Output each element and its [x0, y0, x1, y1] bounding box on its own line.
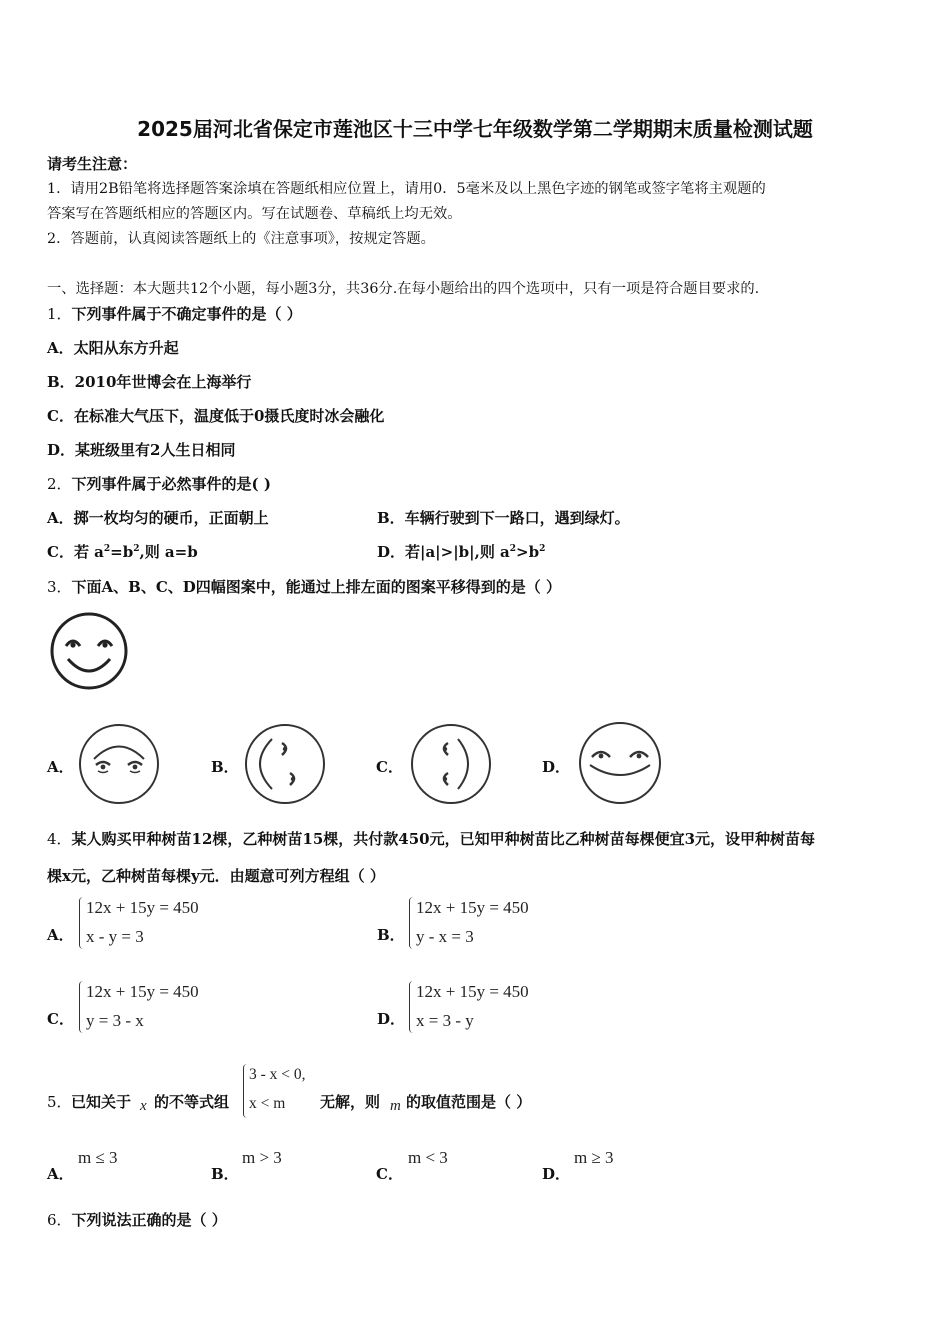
q5-option-c: m < 3 [408, 1148, 448, 1167]
section-heading: 一、选择题：本大题共12个小题，每小题3分，共36分.在每小题给出的四个选项中，只有一项是符合题目要求的. [47, 281, 760, 297]
q4-b-eq1: 12x + 15y = 450 [416, 898, 529, 917]
q2-option-d: D．若|a|>|b|,则 $a^2>b^2$ [377, 543, 546, 561]
q6-number: 6． [47, 1211, 72, 1229]
q4-d-brace [409, 981, 415, 1033]
q4-c-eq2: y = 3 - x [86, 1011, 144, 1030]
q4-a-eq1: 12x + 15y = 450 [86, 898, 199, 917]
q1-option-a: A．太阳从东方升起 [47, 339, 179, 357]
q2-option-c: C．若 $a^2=b^2$,则 a=b [47, 543, 198, 561]
notice-line-1a: 1．请用2B铅笔将选择题答案涂填在答题纸相应位置上，请用0．5毫米及以上黑色字迹的钢笔或签字笔将主观题的 [47, 181, 766, 197]
smiley-option-d-icon [576, 719, 664, 807]
q5-label-c: C． [376, 1165, 403, 1183]
q3-label-d: D． [542, 758, 571, 776]
q4-d-eq2: x = 3 - y [416, 1011, 474, 1030]
q4-b-eq2: y - x = 3 [416, 927, 474, 946]
q5-label-d: D． [542, 1165, 571, 1183]
q2-option-b: B．车辆行驶到下一路口，遇到绿灯。 [377, 509, 630, 527]
q5-label-a: A． [47, 1165, 74, 1183]
q5-var-x: x [140, 1098, 147, 1114]
smiley-reference-icon [48, 610, 130, 692]
q4-stem-line1: 某人购买甲种树苗12棵，乙种树苗15棵，共付款450元，已知甲种树苗比乙种树苗每棵便宜3元，设甲种树苗每 [71, 830, 816, 848]
q1-option-d: D．某班级里有2人生日相同 [47, 441, 236, 459]
q4-d-eq1: 12x + 15y = 450 [416, 982, 529, 1001]
q5-label-b: B． [211, 1165, 239, 1183]
q5-text-pre: 已知关于 [71, 1093, 132, 1111]
q2-stem: 下列事件属于必然事件的是( ) [71, 475, 271, 493]
smiley-option-c-icon [408, 721, 494, 807]
q5-ineq-2: x < m [249, 1095, 286, 1112]
page-title: 2025届河北省保定市莲池区十三中学七年级数学第二学期期末质量检测试题 [137, 117, 813, 141]
q4-c-brace [79, 981, 85, 1033]
q5-text-post2: 的取值范围是（ ） [406, 1093, 532, 1111]
q5-text-post1: 无解，则 [320, 1093, 381, 1111]
q4-number: 4． [47, 830, 72, 848]
q1-number: 1． [47, 305, 72, 323]
notice-heading: 请考生注意： [47, 155, 138, 173]
q4-a-eq2: x - y = 3 [86, 927, 144, 946]
q5-option-b: m > 3 [242, 1148, 282, 1167]
smiley-option-b-icon [242, 721, 328, 807]
q4-label-d: D． [377, 1010, 406, 1028]
q5-option-a: m ≤ 3 [78, 1148, 118, 1167]
notice-line-1b: 答案写在答题纸相应的答题区内。写在试题卷、草稿纸上均无效。 [47, 206, 462, 222]
question-1 [47, 303, 302, 324]
q4-stem-line2: 棵x元，乙种树苗每棵y元．由题意可列方程组（ ） [47, 867, 385, 885]
q2-number: 2． [47, 475, 72, 493]
q3-label-b: B． [211, 758, 239, 776]
q5-text-mid: 的不等式组 [154, 1093, 230, 1111]
q5-number: 5． [47, 1093, 72, 1111]
q4-c-eq1: 12x + 15y = 450 [86, 982, 199, 1001]
q5-var-m: m [390, 1098, 401, 1114]
notice-line-2: 2．答题前，认真阅读答题纸上的《注意事项》，按规定答题。 [47, 231, 435, 247]
q4-label-b: B． [377, 926, 405, 944]
q2-option-a: A．掷一枚均匀的硬币，正面朝上 [47, 509, 269, 527]
question-4 [47, 828, 815, 849]
q3-label-c: C． [376, 758, 403, 776]
q5-ineq-1: 3 - x < 0, [249, 1066, 306, 1083]
q1-stem: 下列事件属于不确定事件的是（ ） [71, 305, 302, 323]
q1-option-b: B．2010年世博会在上海举行 [47, 373, 252, 391]
smiley-option-a-icon [76, 721, 162, 807]
q3-number: 3． [47, 578, 72, 596]
q5-option-d: m ≥ 3 [574, 1148, 614, 1167]
q4-b-brace [409, 897, 415, 949]
q4-label-c: C． [47, 1010, 74, 1028]
question-3 [47, 576, 561, 597]
question-2 [47, 473, 271, 494]
q1-option-c: C．在标准大气压下，温度低于0摄氏度时冰会融化 [47, 407, 385, 425]
q4-label-a: A． [47, 926, 74, 944]
question-6 [47, 1209, 227, 1230]
q3-stem: 下面A、B、C、D四幅图案中，能通过上排左面的图案平移得到的是（ ） [71, 578, 562, 596]
q6-stem: 下列说法正确的是（ ） [71, 1211, 227, 1229]
q4-a-brace [79, 897, 85, 949]
q3-label-a: A． [47, 758, 74, 776]
